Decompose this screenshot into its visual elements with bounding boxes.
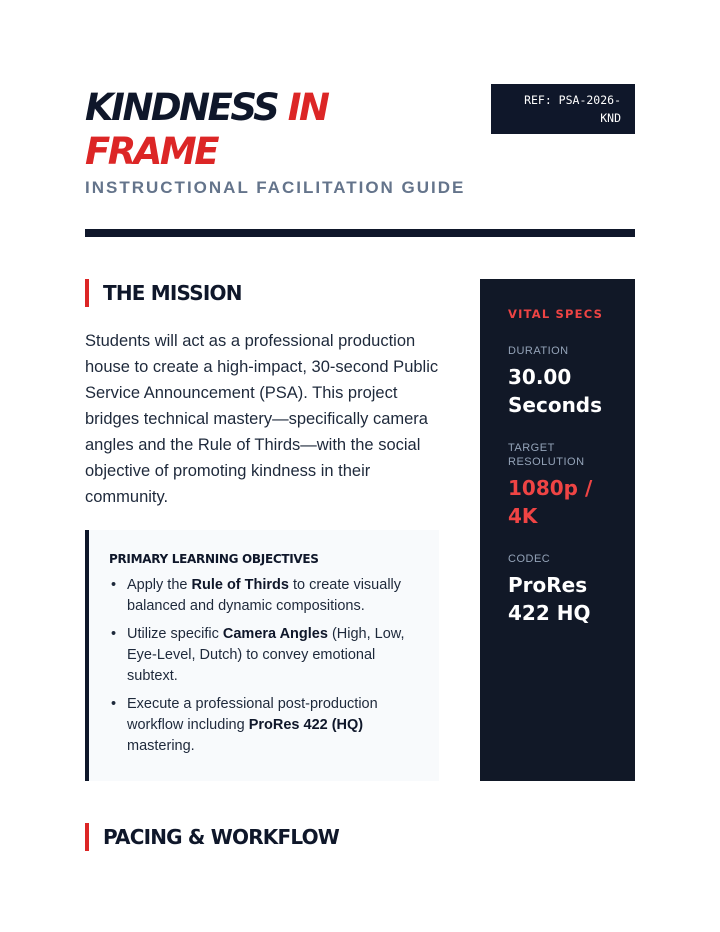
- objective-keyword: Rule of Thirds: [191, 577, 289, 593]
- objective-item: [109, 575, 417, 617]
- objective-item: [109, 624, 417, 687]
- spec-value: 30.00 Seconds: [508, 365, 603, 417]
- header-divider: [85, 229, 635, 237]
- document-header: [85, 86, 635, 236]
- objective-keyword: Camera Angles: [222, 626, 328, 642]
- spec-value: ProRes 422 HQ: [508, 573, 591, 625]
- objective-text: mastering.: [127, 738, 195, 754]
- mission-body: Students will act as a professional production house to create a high-impact, 30-second Public Service Announcement (PSA). This project bridges technical mastery—specifically camera angles and the Rule of Thirds—with the social objective of promoting kindness in their community.: [85, 332, 439, 506]
- document-subtitle: INSTRUCTIONAL FACILITATION GUIDE: [85, 178, 466, 197]
- specs-title: VITAL SPECS: [508, 307, 604, 321]
- objective-keyword: ProRes 422 (HQ): [248, 717, 364, 733]
- bullet-icon: •: [111, 577, 117, 593]
- objectives-list: [109, 575, 417, 757]
- spec-resolution: [508, 441, 635, 530]
- objective-text: Apply the: [127, 577, 192, 593]
- title-accent: IN FRAME: [85, 86, 328, 173]
- objective-text: to create visually balanced and dynamic compositions.: [127, 577, 402, 614]
- spec-value: 1080p / 4K: [508, 476, 593, 528]
- spec-codec: [508, 552, 635, 627]
- spec-label: CODEC: [508, 553, 551, 565]
- spec-duration: [508, 344, 635, 419]
- objective-text: Execute a professional post-production workflow including: [127, 696, 378, 733]
- document-title: [85, 86, 405, 174]
- reference-badge: REF: PSA-2026-KND: [491, 84, 635, 134]
- learning-objectives-box: [85, 530, 439, 781]
- bullet-icon: •: [111, 696, 117, 712]
- objectives-title: PRIMARY LEARNING OBJECTIVES: [109, 552, 319, 566]
- bullet-icon: •: [111, 626, 117, 642]
- objective-text: (High, Low, Eye-Level, Dutch) to convey emotional subtext.: [127, 626, 405, 684]
- spec-label: DURATION: [508, 345, 569, 357]
- title-main: KINDNESS: [85, 86, 278, 129]
- spec-label: TARGET RESOLUTION: [508, 442, 585, 468]
- pacing-heading: PACING & WORKFLOW: [85, 823, 339, 851]
- objective-item: [109, 694, 417, 757]
- mission-heading: THE MISSION: [85, 279, 242, 307]
- vital-specs-panel: [480, 279, 635, 781]
- objective-text: Utilize specific: [127, 626, 223, 642]
